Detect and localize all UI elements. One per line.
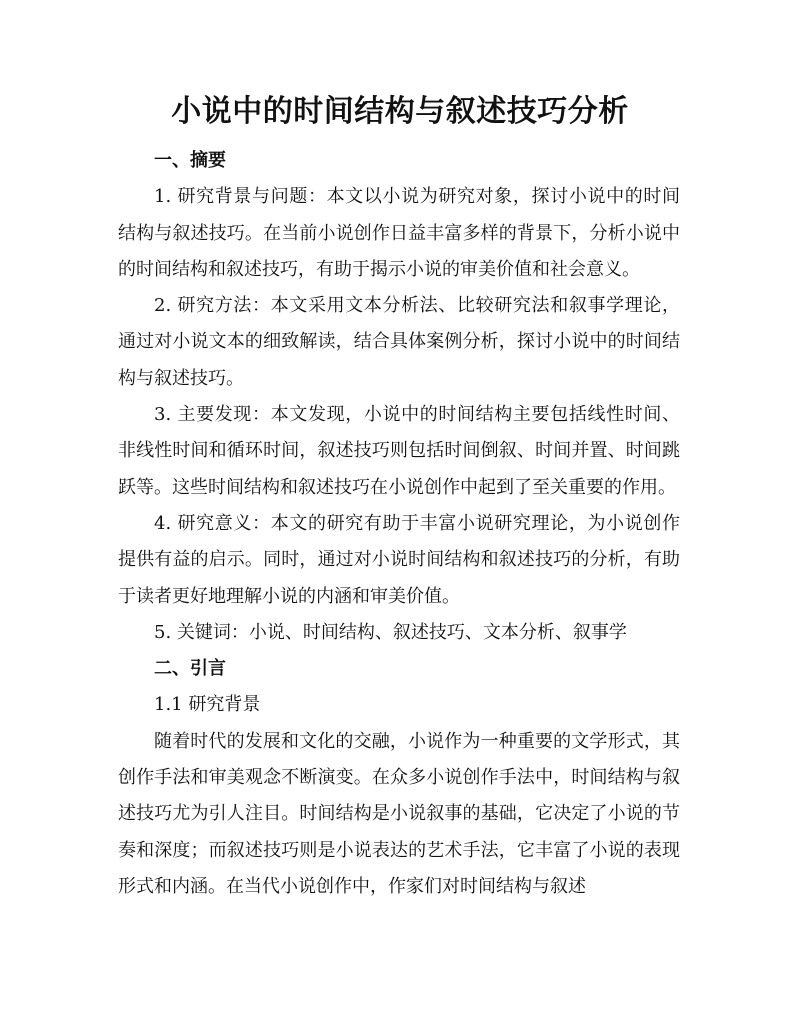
abstract-paragraph-background: 1. 研究背景与问题：本文以小说为研究对象，探讨小说中的时间结构与叙述技巧。在当前小说创作日益丰富多样的背景下，分析小说中的时间结构和叙述技巧，有助于揭示小说的审美价值和社会意义。 (118, 186, 680, 280)
abstract-paragraph-significance: 4. 研究意义：本文的研究有助于丰富小说研究理论，为小说创作提供有益的启示。同时，通过对小说时间结构和叙述技巧的分析，有助于读者更好地理解小说的内涵和审美价值。 (118, 512, 680, 607)
abstract-paragraph-methods: 2. 研究方法：本文采用文本分析法、比较研究法和叙事学理论，通过对小说文本的细致解读，结合具体案例分析，探讨小说中的时间结构与叙述技巧。 (118, 295, 680, 389)
document-body (118, 143, 680, 905)
abstract-paragraph-keywords: 5. 关键词：小说、时间结构、叙述技巧、文本分析、叙事学 (154, 621, 627, 643)
abstract-paragraph-findings: 3. 主要发现：本文发现，小说中的时间结构主要包括线性时间、非线性时间和循环时间，叙述技巧则包括时间倒叙、时间并置、时间跳跃等。这些时间结构和叙述技巧在小说创作中起到了至关重要的作用。 (118, 404, 680, 498)
section-heading-introduction: 二、引言 (154, 658, 226, 680)
introduction-paragraph: 随着时代的发展和文化的交融，小说作为一种重要的文学形式，其创作手法和审美观念不断演变。在众多小说创作手法中，时间结构与叙述技巧尤为引人注目。时间结构是小说叙事的基础，它决定了小说的节奏和深度；而叙述技巧则是小说表达的艺术手法，它丰富了小说的表现形式和内涵。在当代小说创作中，作家们对时间结构与叙述 (118, 730, 680, 897)
subsection-heading-background: 1.1 研究背景 (154, 694, 261, 716)
document-title: 小说中的时间结构与叙述技巧分析 (171, 94, 629, 129)
section-heading-abstract: 一、摘要 (154, 150, 226, 171)
